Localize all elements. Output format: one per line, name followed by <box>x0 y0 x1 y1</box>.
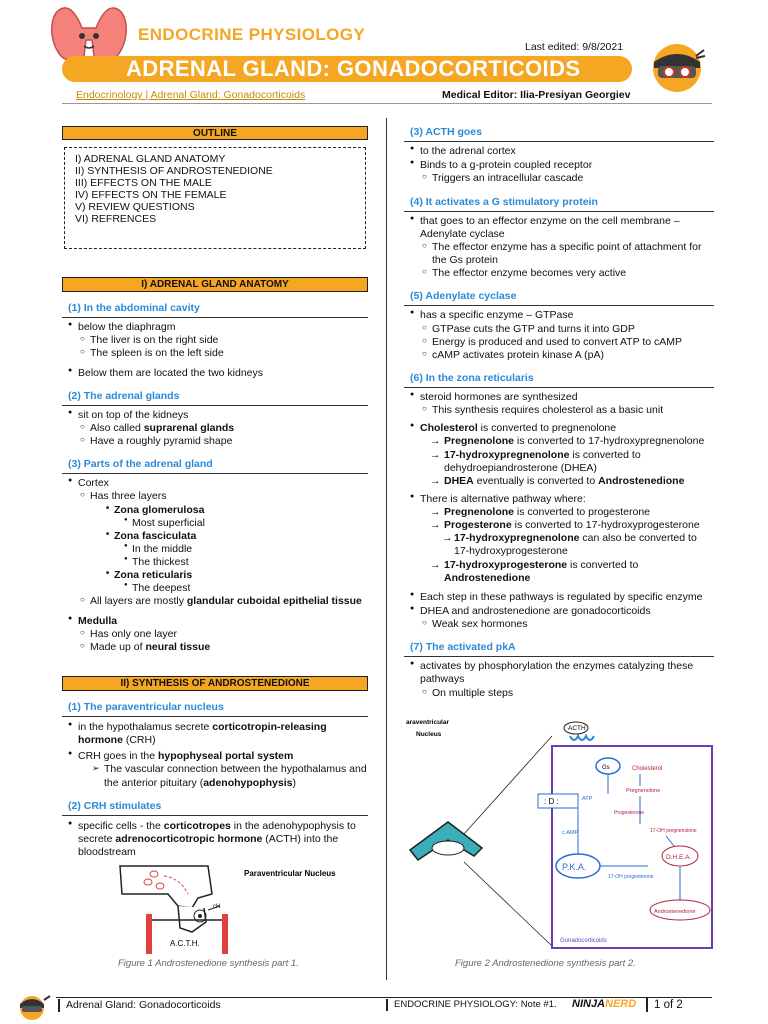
figure-2-caption: Figure 2 Androstenedione synthesis part 2. <box>455 958 636 969</box>
outline-item: IV) EFFECTS ON THE FEMALE <box>75 189 227 201</box>
list-item: ● The deepest <box>62 582 368 595</box>
list-item: → 17-hydroxyprogesterone is converted to Androstenedione <box>404 559 714 585</box>
list-item: ● DHEA and androstenedione are gonadocorticoids <box>404 605 714 618</box>
last-edited: Last edited: 9/8/2021 <box>525 41 624 53</box>
fig2-atp-label: ATP <box>582 796 593 802</box>
list-item: ○ The spleen is on the left side <box>62 347 368 360</box>
list-item: ○ cAMP activates protein kinase A (pA) <box>404 349 714 362</box>
category-title: ENDOCRINE PHYSIOLOGY <box>138 25 366 44</box>
subsection-title: (1) The paraventricular nucleus <box>62 699 368 717</box>
medical-editor: Medical Editor: Ilia-Presiyan Georgiev <box>442 89 631 101</box>
list-item: ○ This synthesis requires cholesterol as a basic unit <box>404 404 714 417</box>
list-item: ● In the middle <box>62 543 368 556</box>
fig2-nucleus-label: araventricular <box>406 719 449 726</box>
list-item: ● in the hypothalamus secrete corticotropin-releasing hormone (CRH) <box>62 721 368 747</box>
fig1-acth-label: A.C.T.H. <box>170 939 200 948</box>
footer-title: Adrenal Gland: Gonadocorticoids <box>58 999 221 1012</box>
outline-item: III) EFFECTS ON THE MALE <box>75 177 212 189</box>
breadcrumb[interactable]: Endocrinology | Adrenal Gland: Gonadocorticoids <box>76 89 306 101</box>
list-item: ● Binds to a g-protein coupled receptor <box>404 159 714 172</box>
list-item: ○ Made up of neural tissue <box>62 641 368 654</box>
footer-note: ENDOCRINE PHYSIOLOGY: Note #1. <box>386 999 557 1011</box>
list-item: ● steroid hormones are synthesized <box>404 391 714 404</box>
list-item: ○ Have a roughly pyramid shape <box>62 435 368 448</box>
figure-1-pituitary-diagram <box>108 858 338 954</box>
list-item: ● CRH goes in the hypophyseal portal system <box>62 750 368 763</box>
list-item: ● Medulla <box>62 615 368 628</box>
column-divider <box>386 118 387 980</box>
list-item: ○ On multiple steps <box>404 687 714 700</box>
fig2-pregnenolone-label: Pregnenolone <box>626 788 661 794</box>
list-item: → 17-hydroxypregnenolone is converted to dehydroepiandrosterone (DHEA) <box>404 449 714 475</box>
subsection-title: (5) Adenylate cyclase <box>404 288 714 306</box>
list-item: ● Each step in these pathways is regulated by specific enzyme <box>404 591 714 604</box>
ninja-footer-icon <box>12 990 52 1022</box>
outline-item: I) ADRENAL GLAND ANATOMY <box>75 153 226 165</box>
list-item: ● Most superficial <box>62 517 368 530</box>
list-item: → Pregnenolone is converted to progesterone <box>404 506 714 519</box>
list-item: ● has a specific enzyme – GTPase <box>404 309 714 322</box>
list-item: ○ Also called suprarenal glands <box>62 422 368 435</box>
svg-text:cH: cH <box>213 904 221 910</box>
fig2-pka-label: P.K.A. <box>562 862 587 872</box>
subsection-title: (1) In the abdominal cavity <box>62 300 368 318</box>
list-item: ○ Energy is produced and used to convert ATP to cAMP <box>404 336 714 349</box>
page-number: 1 of 2 <box>646 998 683 1012</box>
fig2-17ohpreg-label: 17-OH pregnenolone <box>650 828 697 834</box>
right-column <box>404 124 714 700</box>
list-item: → 17-hydroxypregnenolone can also be converted to 17-hydroxyprogesterone <box>404 532 714 558</box>
fig2-progesterone-label: Progesterone <box>614 810 645 816</box>
header-divider <box>62 103 712 104</box>
list-item: ○ Has only one layer <box>62 628 368 641</box>
list-item: ○ Triggers an intracellular cascade <box>404 172 714 185</box>
list-item: ● Cholesterol is converted to pregnenolone <box>404 422 714 435</box>
subsection-title: (3) ACTH goes <box>404 124 714 142</box>
outline-item: II) SYNTHESIS OF ANDROSTENEDIONE <box>75 165 273 177</box>
section-title: II) SYNTHESIS OF ANDROSTENEDIONE <box>62 676 368 691</box>
list-item: ■ Zona fasciculata <box>62 530 368 543</box>
subsection-title: (7) The activated pkA <box>404 639 714 657</box>
list-item: ● The thickest <box>62 556 368 569</box>
subsection-title: (3) Parts of the adrenal gland <box>62 456 368 474</box>
section-title: I) ADRENAL GLAND ANATOMY <box>62 277 368 292</box>
list-item: ➢ The vascular connection between the hypothalamus and the anterior pituitary (adenohypophysis) <box>62 763 368 789</box>
brand-logo: NINJANERD <box>572 998 637 1010</box>
subsection-title: (2) CRH stimulates <box>62 798 368 816</box>
fig2-camp-label: c.AMP <box>562 830 579 836</box>
figure-2-synthesis-diagram <box>404 716 718 954</box>
outline-item: V) REVIEW QUESTIONS <box>75 201 195 213</box>
list-item: → Progesterone is converted to 17-hydroxyprogesterone <box>404 519 714 532</box>
fig2-cholesterol-label: Cholesterol <box>632 766 663 772</box>
fig2-nucleus-label-2: Nucleus <box>416 731 442 738</box>
fig2-gonadocorticoids-label: Gonadocorticoids <box>560 938 607 944</box>
list-item: ○ Weak sex hormones <box>404 618 714 631</box>
list-item: → DHEA eventually is converted to Androstenedione <box>404 475 714 488</box>
ninja-mascot-icon <box>648 38 706 96</box>
fig1-label: Paraventricular Nucleus <box>244 869 336 878</box>
page-title: ADRENAL GLAND: GONADOCORTICOIDS <box>126 56 581 81</box>
figure-1-caption: Figure 1 Androstenedione synthesis part 1. <box>118 958 299 969</box>
svg-text:: D :: : D : <box>544 797 559 806</box>
list-item: ● activates by phosphorylation the enzymes catalyzing these pathways <box>404 660 714 686</box>
fig2-dhea-label: D.H.E.A. <box>666 854 692 861</box>
list-item: ○ GTPase cuts the GTP and turns it into GDP <box>404 323 714 336</box>
list-item: ○ All layers are mostly glandular cuboidal epithelial tissue <box>62 595 368 608</box>
fig2-gs-label: Gs <box>602 765 610 771</box>
list-item: ○ The effector enzyme has a specific point of attachment for the Gs protein <box>404 241 714 267</box>
list-item: ● Below them are located the two kidneys <box>62 367 368 380</box>
list-item: ● sit on top of the kidneys <box>62 409 368 422</box>
subsection-title: (6) In the zona reticularis <box>404 370 714 388</box>
fig2-17ohprog-label: 17-OH progesterone <box>608 874 654 880</box>
fig2-androstenedione-label: Androstenedione <box>654 909 696 915</box>
list-item: ○ Has three layers <box>62 490 368 503</box>
list-item: ● There is alternative pathway where: <box>404 493 714 506</box>
list-item: ● to the adrenal cortex <box>404 145 714 158</box>
outline-box <box>64 147 366 249</box>
list-item: ● specific cells - the corticotropes in the adenohypophysis to secrete adrenocorticotropic hormone (ACTH) into the bloodstream <box>62 820 368 859</box>
outline-title: OUTLINE <box>62 126 368 140</box>
subsection-title: (4) It activates a G stimulatory protein <box>404 194 714 212</box>
fig2-acth-label: ACTH <box>568 725 586 732</box>
list-item: ○ The effector enzyme becomes very active <box>404 267 714 280</box>
list-item: ○ The liver is on the right side <box>62 334 368 347</box>
list-item: ■ Zona glomerulosa <box>62 504 368 517</box>
list-item: ● Cortex <box>62 477 368 490</box>
list-item: ● below the diaphragm <box>62 321 368 334</box>
list-item: ■ Zona reticularis <box>62 569 368 582</box>
list-item: ● that goes to an effector enzyme on the cell membrane – Adenylate cyclase <box>404 215 714 241</box>
list-item: → Pregnenolone is converted to 17-hydroxypregnenolone <box>404 435 714 448</box>
subsection-title: (2) The adrenal glands <box>62 388 368 406</box>
outline-item: VI) REFRENCES <box>75 213 157 225</box>
left-column <box>62 126 368 859</box>
